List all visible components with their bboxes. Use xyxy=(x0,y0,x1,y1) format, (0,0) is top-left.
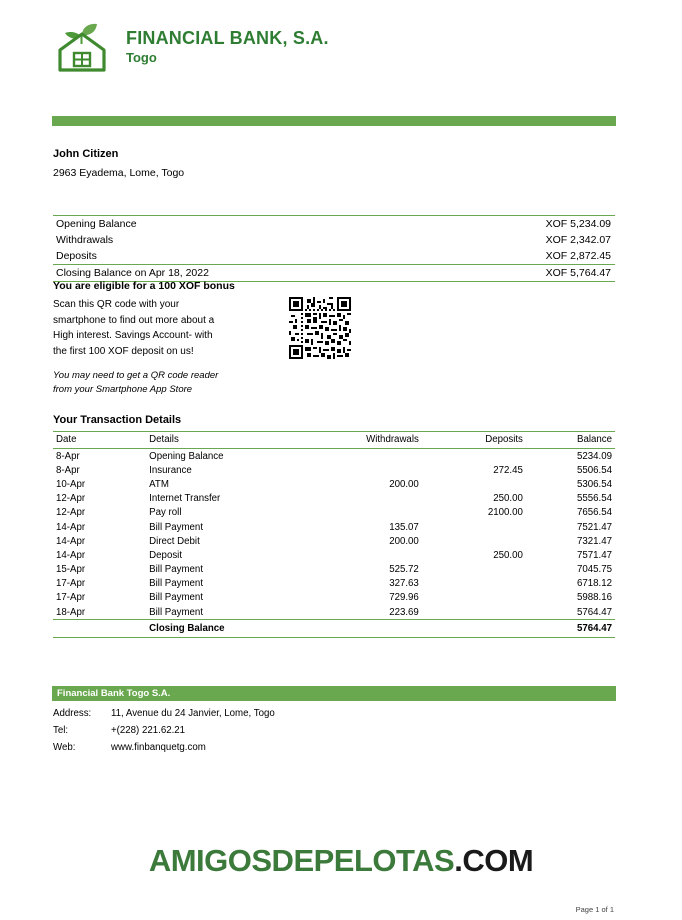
cell-details: Bill Payment xyxy=(149,564,204,576)
summary-table xyxy=(53,215,615,282)
bank-name: FINANCIAL BANK, S.A. xyxy=(126,28,329,49)
page-number: Page 1 of 1 xyxy=(575,905,614,914)
cell-withdrawals xyxy=(314,449,433,464)
cell-balance: 5306.54 xyxy=(576,478,612,490)
table-row xyxy=(53,605,615,620)
footer-label-tel: Tel: xyxy=(53,725,69,736)
footer-label-address: Address: xyxy=(53,708,92,719)
cell-details: Deposit xyxy=(149,549,183,561)
summary-label: Withdrawals xyxy=(56,234,114,246)
footer-value-web: www.finbanquetg.com xyxy=(111,742,206,753)
footer-company-name: Financial Bank Togo S.A. xyxy=(57,688,171,699)
cell-empty xyxy=(53,620,149,638)
cell-date: 14-Apr xyxy=(56,549,86,561)
cell-balance: 7521.47 xyxy=(576,521,612,533)
cell-balance: 5764.47 xyxy=(576,606,612,618)
cell-balance: 5234.09 xyxy=(576,450,612,462)
watermark xyxy=(0,843,682,879)
table-row xyxy=(53,577,615,591)
cell-details: Bill Payment xyxy=(149,606,204,618)
footer-row-tel xyxy=(53,722,275,739)
summary-amount: XOF 2,342.07 xyxy=(545,234,611,246)
table-row xyxy=(53,463,615,477)
cell-balance: 6718.12 xyxy=(576,578,612,590)
bank-country: Togo xyxy=(126,49,157,65)
transactions-table xyxy=(53,431,615,638)
closing-balance-value: 5764.47 xyxy=(535,620,615,638)
cell-withdrawals: 200.00 xyxy=(389,478,419,490)
cell-details: ATM xyxy=(149,478,169,490)
summary-amount: XOF 5,234.09 xyxy=(437,216,615,233)
footer-contact-details xyxy=(53,705,275,756)
bonus-note-line-2: from your Smartphone App Store xyxy=(53,384,193,395)
table-row xyxy=(53,563,615,577)
summary-row xyxy=(53,216,615,233)
cell-balance: 7571.47 xyxy=(576,549,612,561)
cell-details: Bill Payment xyxy=(149,521,204,533)
watermark-suffix: .COM xyxy=(454,843,534,878)
closing-balance-label: Closing Balance xyxy=(149,620,314,638)
cell-details: Insurance xyxy=(149,464,192,476)
table-row xyxy=(53,449,615,464)
transactions-body xyxy=(53,449,615,620)
summary-row xyxy=(53,248,615,265)
summary-body xyxy=(53,216,615,282)
cell-deposits xyxy=(433,563,535,577)
document-header xyxy=(52,22,329,72)
column-header-deposits: Deposits xyxy=(433,432,535,449)
bonus-line-3: High interest. Savings Account- with xyxy=(53,330,213,341)
footer-bar xyxy=(52,686,616,701)
summary-row-closing xyxy=(53,265,615,282)
cell-deposits xyxy=(433,534,535,548)
cell-date: 15-Apr xyxy=(56,564,86,576)
cell-deposits: 250.00 xyxy=(493,493,523,505)
cell-withdrawals xyxy=(314,463,433,477)
cell-balance: 7656.54 xyxy=(576,507,612,519)
transactions-head xyxy=(53,432,615,449)
footer-row-address xyxy=(53,705,275,722)
bonus-line-1: Scan this QR code with your xyxy=(53,299,180,310)
cell-date: 17-Apr xyxy=(56,592,86,604)
footer-value-address: 11, Avenue du 24 Janvier, Lome, Togo xyxy=(111,708,275,719)
cell-withdrawals xyxy=(314,492,433,506)
bonus-note-line-1: You may need to get a QR code reader xyxy=(53,370,219,381)
watermark-primary: AMIGOSDEPELOTAS xyxy=(148,843,455,878)
table-row xyxy=(53,492,615,506)
cell-withdrawals: 200.00 xyxy=(389,535,419,547)
table-row xyxy=(53,520,615,534)
customer-name: John Citizen xyxy=(53,148,119,160)
cell-deposits: 250.00 xyxy=(493,549,523,561)
cell-balance: 5506.54 xyxy=(576,464,612,476)
cell-balance: 7321.47 xyxy=(576,535,612,547)
bonus-line-4: the first 100 XOF deposit on us! xyxy=(53,345,194,357)
cell-deposits xyxy=(433,591,535,605)
cell-deposits xyxy=(433,449,535,464)
cell-deposits: 2100.00 xyxy=(487,507,523,519)
column-header-date: Date xyxy=(53,432,149,449)
cell-date: 10-Apr xyxy=(56,478,86,490)
cell-date: 17-Apr xyxy=(56,578,86,590)
table-row xyxy=(53,591,615,605)
cell-date: 8-Apr xyxy=(56,464,80,476)
cell-date: 18-Apr xyxy=(56,606,86,618)
cell-withdrawals: 327.63 xyxy=(389,578,419,590)
bonus-note xyxy=(53,369,283,397)
cell-withdrawals xyxy=(314,548,433,562)
summary-label: Opening Balance xyxy=(53,216,437,233)
cell-deposits xyxy=(433,520,535,534)
cell-details: Bill Payment xyxy=(149,592,204,604)
summary-amount: XOF 5,764.47 xyxy=(437,265,615,282)
cell-empty xyxy=(314,620,433,638)
house-leaf-logo-icon xyxy=(52,22,114,72)
cell-date: 8-Apr xyxy=(56,450,80,462)
header-divider-bar xyxy=(52,116,616,126)
table-row xyxy=(53,548,615,562)
cell-withdrawals: 223.69 xyxy=(389,606,419,618)
column-header-balance: Balance xyxy=(535,432,615,449)
footer-label-web: Web: xyxy=(53,742,76,753)
table-row xyxy=(53,477,615,491)
cell-withdrawals xyxy=(314,506,433,520)
cell-withdrawals: 135.07 xyxy=(389,521,419,533)
footer-row-web xyxy=(53,739,275,756)
cell-details: Opening Balance xyxy=(149,450,224,462)
cell-details: Bill Payment xyxy=(149,578,204,590)
cell-deposits xyxy=(433,477,535,491)
cell-deposits: 272.45 xyxy=(493,464,523,476)
cell-withdrawals: 525.72 xyxy=(389,564,419,576)
footer-value-tel: +(228) 221.62.21 xyxy=(111,725,186,736)
column-header-details: Details xyxy=(149,432,314,449)
cell-balance: 7045.75 xyxy=(576,564,612,576)
brand-text xyxy=(126,28,329,66)
bonus-title: You are eligible for a 100 XOF bonus xyxy=(53,280,235,292)
summary-amount: XOF 2,872.45 xyxy=(545,250,611,262)
closing-balance-row xyxy=(53,620,615,638)
column-header-withdrawals: Withdrawals xyxy=(314,432,433,449)
table-row xyxy=(53,534,615,548)
summary-label: Deposits xyxy=(56,250,97,262)
cell-deposits xyxy=(433,605,535,620)
bonus-line-2: smartphone to find out more about a xyxy=(53,314,215,326)
cell-details: Internet Transfer xyxy=(149,493,221,505)
cell-details: Pay roll xyxy=(149,507,182,519)
summary-row xyxy=(53,232,615,248)
cell-deposits xyxy=(433,577,535,591)
cell-withdrawals: 729.96 xyxy=(389,592,419,604)
table-row xyxy=(53,506,615,520)
cell-date: 12-Apr xyxy=(56,507,86,519)
qr-code-icon xyxy=(289,297,351,359)
cell-empty xyxy=(433,620,535,638)
transactions-title: Your Transaction Details xyxy=(53,414,182,426)
bonus-description xyxy=(53,297,253,359)
cell-balance: 5988.16 xyxy=(576,592,612,604)
summary-label: Closing Balance on Apr 18, 2022 xyxy=(53,265,437,282)
cell-date: 12-Apr xyxy=(56,493,86,505)
cell-date: 14-Apr xyxy=(56,521,86,533)
cell-balance: 5556.54 xyxy=(576,493,612,505)
transactions-header-row xyxy=(53,432,615,449)
customer-address: 2963 Eyadema, Lome, Togo xyxy=(53,167,185,179)
cell-details: Direct Debit xyxy=(149,535,200,547)
cell-date: 14-Apr xyxy=(56,535,86,547)
transactions-foot xyxy=(53,620,615,638)
